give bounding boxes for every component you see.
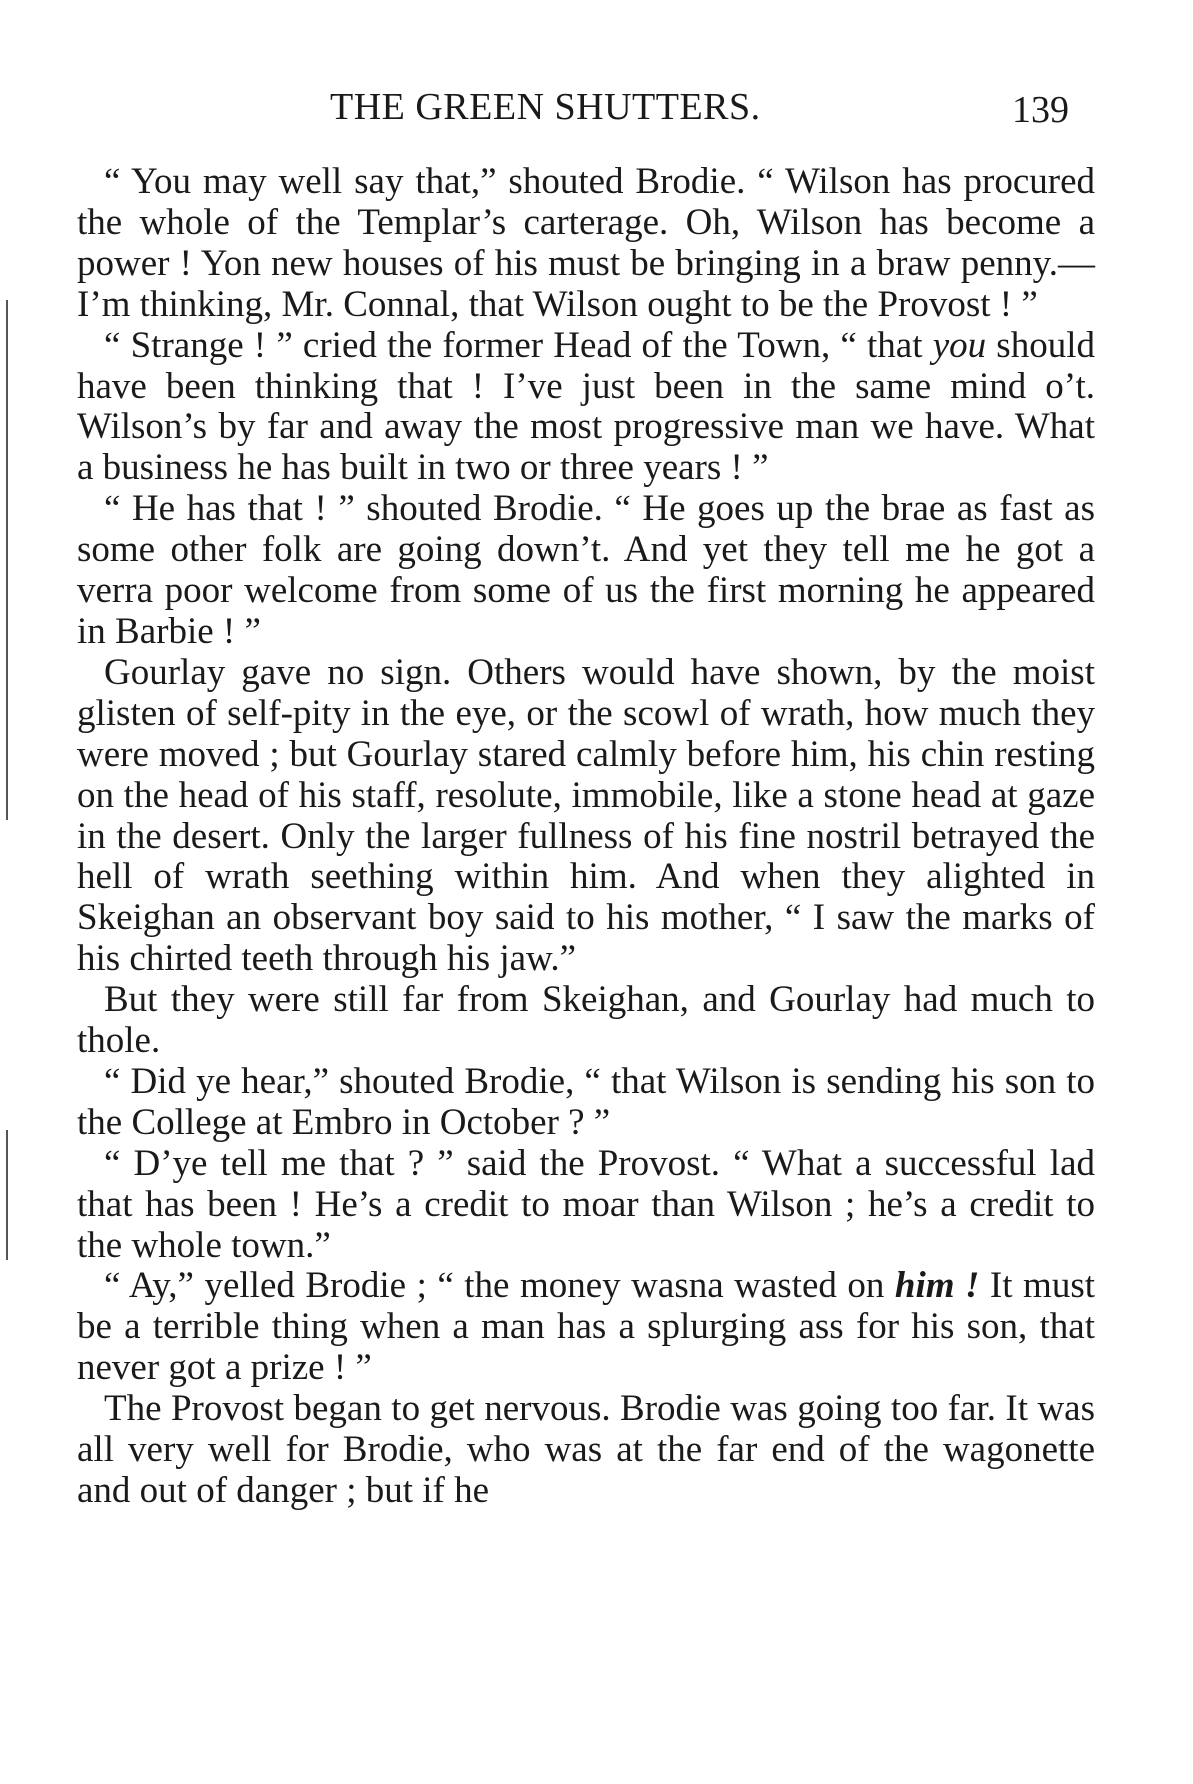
paragraph bbox=[77, 1144, 1095, 1267]
page-number: 139 bbox=[1012, 89, 1069, 131]
running-title: THE GREEN SHUTTERS. bbox=[330, 86, 761, 128]
text-run: “ D’ye tell me that ? ” said the Provost. “ What a successful lad that has been ! He’s a credit to moar than Wilson ; he’s a credit to the whole town.” bbox=[77, 1142, 1095, 1266]
paragraph bbox=[77, 326, 1095, 490]
text-run: “ You may well say that,” shouted Brodie. “ Wilson has procured the whole of the Templar’s carterage. Oh, Wilson has become a power ! Yon new houses of his must be bringing in a braw penny.—I’m thinking, Mr. Connal, that Wilson ought to be the Provost ! ” bbox=[77, 161, 1095, 325]
strong-emphasis: him ! bbox=[894, 1265, 980, 1307]
running-head bbox=[0, 82, 1193, 132]
text-run: “ He has that ! ” shouted Brodie. “ He goes up the brae as fast as some other folk are going down’t. And yet they tell me he got a verra poor welcome from some of us the first morning he appeared in Barbie ! ” bbox=[77, 488, 1095, 652]
paragraph bbox=[77, 653, 1095, 980]
paragraph bbox=[77, 980, 1095, 1062]
text-run: The Provost began to get nervous. Brodie was going too far. It was all very well for Brodie, who was at the far end of the wagonette and out of danger ; but if he bbox=[77, 1388, 1095, 1511]
emphasis: you bbox=[932, 324, 987, 366]
text-run: “ Did ye hear,” shouted Brodie, “ that Wilson is sending his son to the College at Embro in October ? ” bbox=[77, 1060, 1095, 1143]
body-text bbox=[77, 162, 1095, 1512]
paragraph bbox=[77, 1266, 1095, 1389]
margin-mark bbox=[6, 1130, 8, 1260]
paragraph bbox=[77, 162, 1095, 326]
margin-mark bbox=[6, 300, 8, 820]
paragraph bbox=[77, 1389, 1095, 1512]
text-run: “ Ay,” yelled Brodie ; “ the money wasna wasted on bbox=[104, 1265, 895, 1307]
paragraph bbox=[77, 1062, 1095, 1144]
text-run: “ Strange ! ” cried the former Head of the Town, “ that bbox=[104, 324, 933, 366]
text-run: But they were still far from Skeighan, and Gourlay had much to thole. bbox=[77, 979, 1095, 1062]
text-run: Gourlay gave no sign. Others would have shown, by the moist glisten of self-pity in the eye, or the scowl of wrath, how much they were moved ; but Gourlay stared calmly before him, his chin resting on the head of his staff, resolute, immobile, like a stone head at gaze in the desert. Only the larger fullness of his fine nostril betrayed the hell of wrath seething within him. And when they alighted in Skeighan an observant boy said to his mother, “ I saw the marks of his chirted teeth through his jaw.” bbox=[77, 651, 1095, 980]
text-run: It must be a terrible thing when a man has a splurging ass for his son, that never got a prize ! ” bbox=[77, 1265, 1095, 1389]
paragraph bbox=[77, 489, 1095, 653]
text-run: should have been thinking that ! I’ve just been in the same mind o’t. Wilson’s by far and away the most progressive man we have. What a business he has built in two or three years ! ” bbox=[77, 324, 1095, 489]
